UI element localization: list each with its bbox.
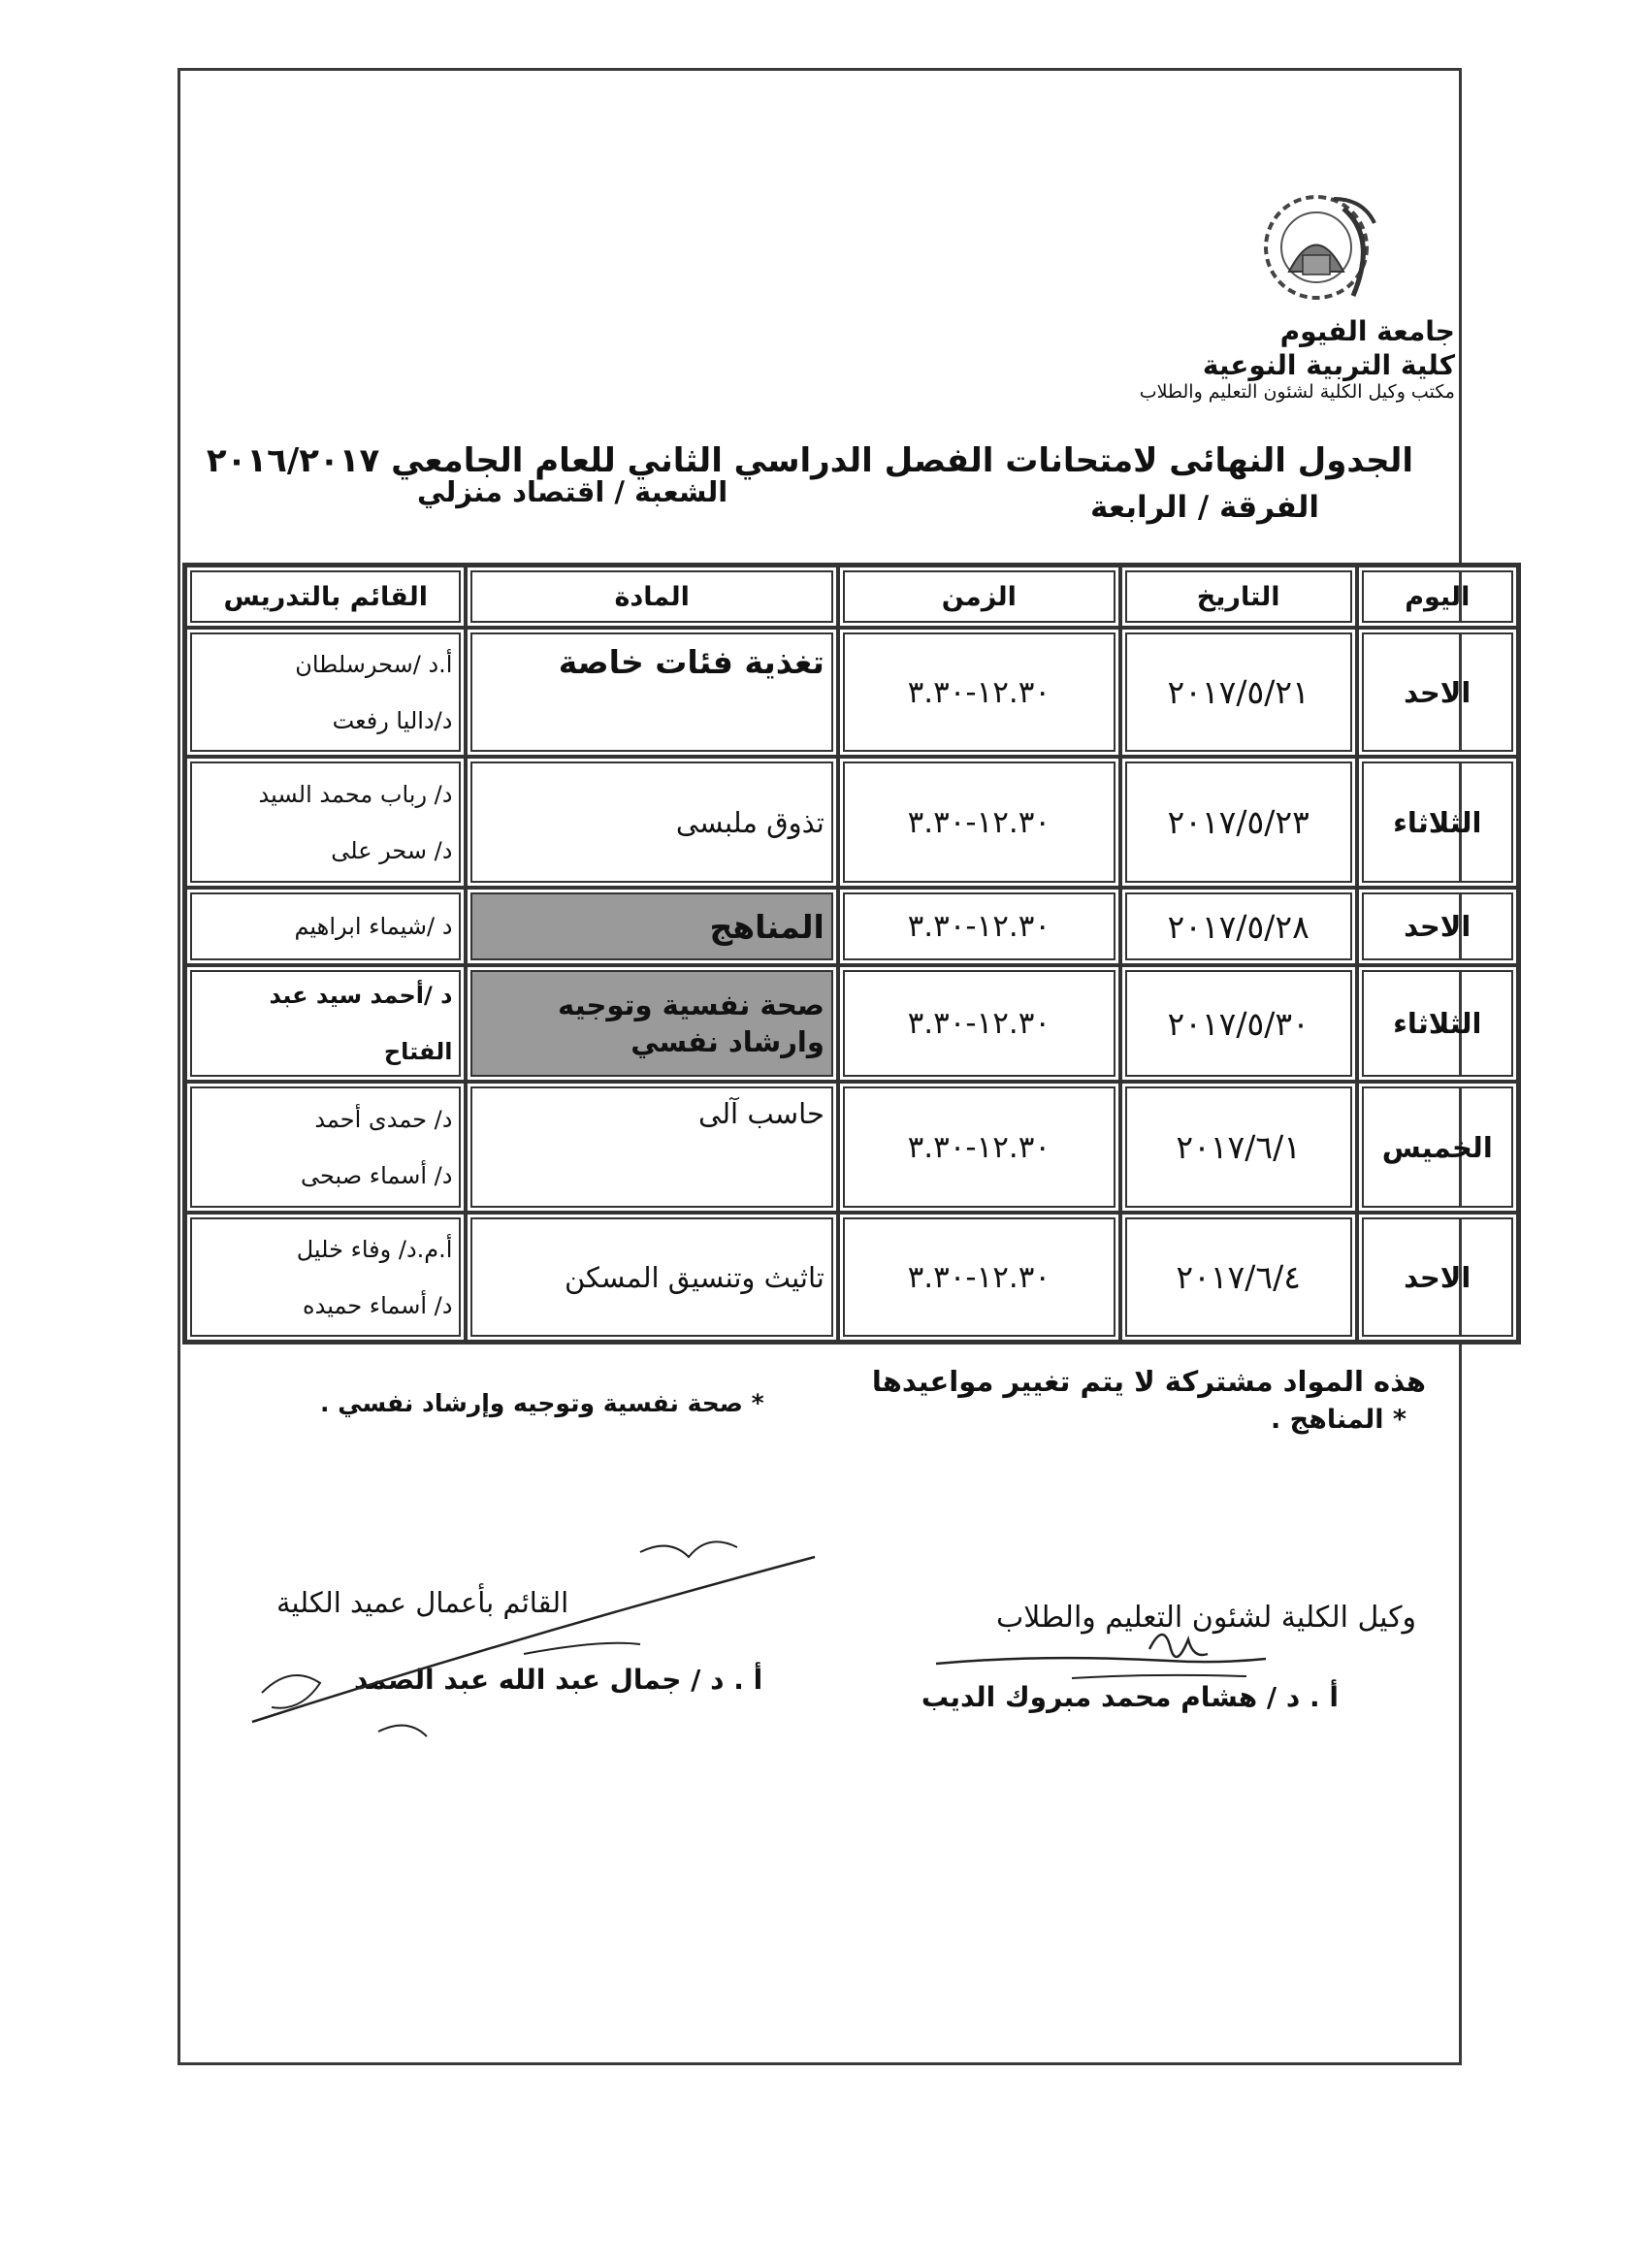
cell-day: الثلاثاء xyxy=(1357,757,1518,888)
cell-instructors xyxy=(185,888,466,965)
instructor-name: د /شيماء ابراهيم xyxy=(294,913,453,940)
note-item: * صحة نفسية وتوجيه وإرشاد نفسي . xyxy=(320,1389,764,1417)
university-name: جامعة الفيوم xyxy=(1279,315,1455,347)
table-row xyxy=(185,757,1518,888)
level-label: الفرقة / الرابعة xyxy=(1090,490,1319,525)
cell-instructors xyxy=(185,965,466,1082)
cell-time: ١٢.٣٠-٣.٣٠ xyxy=(838,757,1120,888)
cell-instructors xyxy=(185,757,466,888)
exam-schedule-table xyxy=(182,563,1521,1345)
table-header-row xyxy=(185,566,1518,628)
cell-time: ١٢.٣٠-٣.٣٠ xyxy=(838,888,1120,965)
instructor-name: د /أحمد سيد عبد الفتاح xyxy=(269,982,453,1065)
vice-dean-name: أ . د / هشام محمد مبروك الديب xyxy=(921,1681,1339,1713)
cell-instructors xyxy=(185,628,466,757)
cell-subject: تذوق ملبسى xyxy=(466,757,837,888)
table-row xyxy=(185,888,1518,965)
instructor-name: أ.م.د/ وفاء خليل xyxy=(296,1235,453,1263)
cell-day: الخميس xyxy=(1357,1082,1518,1213)
signature-mark xyxy=(926,1610,1276,1698)
header-date: التاريخ xyxy=(1120,566,1357,628)
cell-time: ١٢.٣٠-٣.٣٠ xyxy=(838,1213,1120,1342)
cell-date: ٢٠١٧/٥/٢١ xyxy=(1120,628,1357,757)
table-row xyxy=(185,628,1518,757)
table-row xyxy=(185,965,1518,1082)
office-name: مكتب وكيل الكلية لشئون التعليم والطلاب xyxy=(1139,381,1455,403)
cell-instructors xyxy=(185,1082,466,1213)
vice-dean-title: وكيل الكلية لشئون التعليم والطلاب xyxy=(996,1601,1416,1635)
cell-time: ١٢.٣٠-٣.٣٠ xyxy=(838,1082,1120,1213)
cell-instructors xyxy=(185,1213,466,1342)
cell-time: ١٢.٣٠-٣.٣٠ xyxy=(838,628,1120,757)
track-label: الشعبة / اقتصاد منزلي xyxy=(417,475,728,508)
cell-day: الاحد xyxy=(1357,1213,1518,1342)
instructor-name: د/ أسماء صبحى xyxy=(301,1161,453,1189)
cell-date: ٢٠١٧/٥/٣٠ xyxy=(1120,965,1357,1082)
cell-subject: تغذية فئات خاصة xyxy=(466,628,837,757)
instructor-name: د/ حمدى أحمد xyxy=(314,1105,453,1133)
cell-subject: المناهج xyxy=(466,888,837,965)
university-logo xyxy=(1246,179,1392,325)
header-time: الزمن xyxy=(838,566,1120,628)
instructor-name: د/داليا رفعت xyxy=(332,706,453,734)
cell-date: ٢٠١٧/٦/٤ xyxy=(1120,1213,1357,1342)
cell-date: ٢٠١٧/٥/٢٨ xyxy=(1120,888,1357,965)
cell-day: الاحد xyxy=(1357,888,1518,965)
header-instructor: القائم بالتدريس xyxy=(185,566,466,628)
note-item: * المناهج . xyxy=(1270,1405,1406,1435)
instructor-name: أ.د /سحرسلطان xyxy=(295,650,453,678)
notes-heading: هذه المواد مشتركة لا يتم تغيير مواعيدها xyxy=(871,1365,1426,1398)
cell-date: ٢٠١٧/٥/٢٣ xyxy=(1120,757,1357,888)
cell-subject: حاسب آلى xyxy=(466,1082,837,1213)
cell-subject: صحة نفسية وتوجيه وارشاد نفسي xyxy=(466,965,837,1082)
cell-day: الاحد xyxy=(1357,628,1518,757)
faculty-name: كلية التربية النوعية xyxy=(1202,349,1455,381)
table-row xyxy=(185,1082,1518,1213)
cell-time: ١٢.٣٠-٣.٣٠ xyxy=(838,965,1120,1082)
cell-date: ٢٠١٧/٦/١ xyxy=(1120,1082,1357,1213)
signature-mark xyxy=(233,1528,834,1761)
header-day: اليوم xyxy=(1357,566,1518,628)
instructor-name: د/ أسماء حميده xyxy=(303,1291,453,1319)
instructor-name: د/ سحر على xyxy=(331,836,453,864)
document-title: الجدول النهائى لامتحانات الفصل الدراسي الثاني للعام الجامعي ٢٠١٦/٢٠١٧ xyxy=(206,441,1413,480)
table-row xyxy=(185,1213,1518,1342)
cell-day: الثلاثاء xyxy=(1357,965,1518,1082)
instructor-name: د/ رباب محمد السيد xyxy=(258,780,453,808)
dean-title: القائم بأعمال عميد الكلية xyxy=(276,1586,569,1619)
header-subject: المادة xyxy=(466,566,837,628)
dean-name: أ . د / جمال عبد الله عبد الصمد xyxy=(354,1664,763,1696)
cell-subject: تاثيث وتنسيق المسكن xyxy=(466,1213,837,1342)
